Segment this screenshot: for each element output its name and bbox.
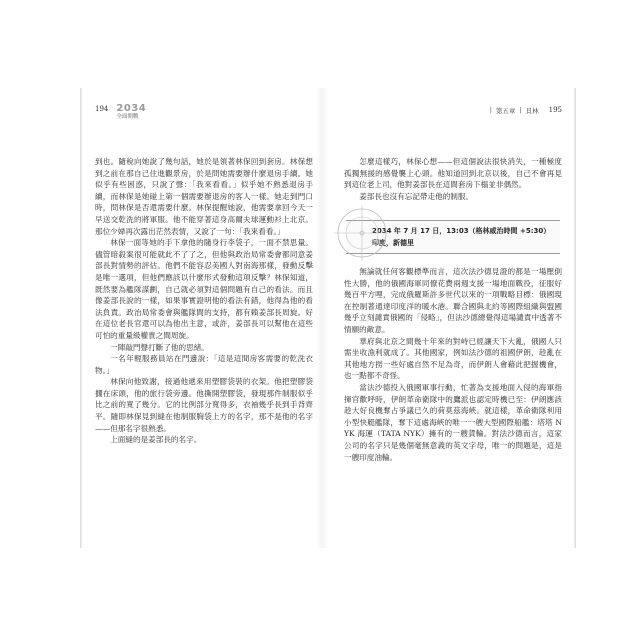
right-page-body bbox=[344, 266, 562, 466]
crosshair-icon bbox=[333, 204, 391, 262]
paragraph: 怎麼這樣巧，林保心想——但這個說法很快消失，一種極度孤獨無援的感覺襲上心頭。他知道回到北京以後，自己不會再見到這位老上司，他對姜部長在這間套房下榻並非偶然。 bbox=[344, 157, 562, 190]
paragraph: 林保一面等她的手下拿他的隨身行李袋子，一面不禁思量。儘管暗殺案很可能就此不了了之，但他與政治局常委會都同意姜部長對情勢的評估。他們不能容忍美國人對南海那樣，發動反擊是唯一選項，但他們應該以什麼形式發動這項反擊？林保知道，既然要為艦隊謀劃，自己就必須對這個問題有自己的看法。而且像姜部長說的一樣，如果事實證明他的看法有錯，他得為他的看法負責。政治局常委會與艦隊間的支持，都有賴姜部長周旋。好在這位老長官還可以為他出主意，或許，姜部長可以幫他在這些可怕的重量級權貴之間周旋。 bbox=[95, 238, 313, 340]
paragraph: 一名年輕服務員站在門邊說：「這是這間房客需要的乾洗衣物。」 bbox=[95, 354, 313, 375]
header-divider: | bbox=[489, 106, 492, 114]
left-page-number: 194 bbox=[95, 105, 109, 113]
paragraph: 無論就任何客觀標準而言，這次法沙德見證的都是一場壓倒性大勝，他的俄國海軍同僚花費兩週支援一場地面戰役，征服好幾百平方哩，完成俄羅斯許多世代以來的一項戰略目標：俄國現在控制著通達印度洋的暖水港。聯合國與北約等國際組織與盟國幾乎立刻譴責俄國的「侵略」，但法沙德總覺得這場譴責中透著不情願的敵意。 bbox=[344, 267, 562, 334]
chapter-title: 貝林 bbox=[525, 106, 539, 115]
right-page-edge bbox=[574, 88, 576, 548]
paragraph: 林保向他致謝，接過他遞來用塑膠袋裝的衣架。他把塑膠袋擱在床頭，他的旅行袋旁邊。他撕開塑膠袋，發現那件制服似乎比之前的寬了幾分。它的比例部分寬得多，衣袖幾乎長到手背齊平。隨即林保見到縫在他制服胸袋上方的名字，那不是他的名字——但那名字很熟悉。 bbox=[95, 377, 313, 433]
book-gutter bbox=[316, 88, 328, 548]
paragraph: 上面縫的是姜部長的名字。 bbox=[110, 435, 202, 445]
paragraph: 到也。隨稅向她說了幾句話，她於是領著林保回到套房。林保想到之前在那自己住進觀景房，於是問她需要辦什麼退房手續。她似乎有些困惑，只說了聲：「我來看看。」似乎她不熟悉退房手續，而林保是她碰上第一個需要辦退房的客人一樣。她走到門口時，問林保是否還需要什麼。林保提醒她說，他需要拿回今天一早送交乾洗的將軍服。他不能穿著這身高爾夫球運動衫上北京。那位少婦再次露出茫然表情，又說了一句：「我來看看。」 bbox=[95, 157, 313, 236]
book-logo-number: 2034 bbox=[116, 103, 147, 114]
paragraph: 華府與北京之間幾十年來的對峙已經讓天下大亂，俄國人只需坐收漁利就成了。其他國家，例如法沙德的祖國伊朗，趁亂在其他地方撈一些好處自然不足為奇，而伊朗人會藉此把握機會，也一點都不奇怪。 bbox=[344, 336, 562, 381]
right-page-header bbox=[490, 104, 562, 116]
left-page-body bbox=[95, 156, 313, 462]
right-page-intro bbox=[344, 156, 562, 206]
left-page-edge bbox=[80, 88, 82, 548]
left-page-header bbox=[95, 104, 146, 128]
paragraph: 姜部長也沒有忘記帶走他的制服。 bbox=[359, 191, 474, 201]
chapter-number: 第五章 bbox=[495, 106, 516, 115]
right-page-number: 195 bbox=[548, 106, 562, 114]
dateline-location: 印度，新德里 bbox=[372, 239, 414, 247]
dateline-datetime: 2034 年 7 月 17 日，13:03（格林威治時間 +5:30） bbox=[372, 227, 551, 235]
book-logo bbox=[116, 104, 146, 121]
paragraph: 當法沙德投入俄國軍事行動，忙著為支援地面入侵的海軍指揮官歡呼時，伊朗革命衛隊中的鷹派也認定時機已至：伊朗應該趁大好良機奪占爭議已久的荷莫茲海峽。就這樣，革命衛隊利用小型快艇艦隊，奪下這處海峽的唯一一艘大型國際船艦：塔塔 NYK 海運（TATA NYK）擁有的一艘貨輪。對法沙德而言，這家公司的名字只是幾個毫無意義的英文字母，唯一的問題是，這是一艘印度油輪。 bbox=[344, 382, 562, 462]
paragraph: 一陣敲門聲打斷了他的思緒。 bbox=[110, 342, 209, 352]
header-divider: | bbox=[519, 106, 522, 114]
book-logo-title: 全面開戰 bbox=[116, 114, 139, 120]
